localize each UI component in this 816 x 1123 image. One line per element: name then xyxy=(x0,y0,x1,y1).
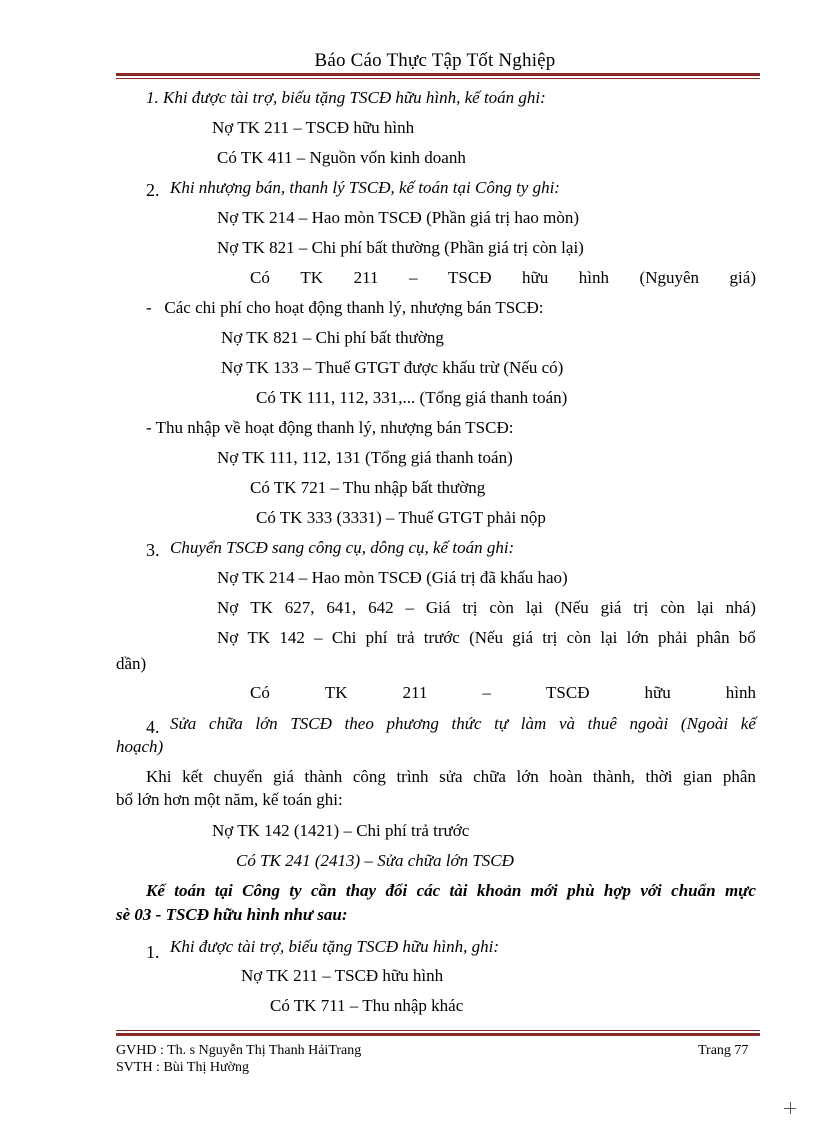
word: các xyxy=(416,881,441,900)
word: nhá) xyxy=(725,598,756,617)
section-heading-continued: sè 03 - TSCĐ hữu hình như sau: xyxy=(116,905,348,924)
word: (Nếu xyxy=(469,628,504,647)
word: Có xyxy=(250,268,270,287)
word: gian xyxy=(683,767,713,786)
word: khoản xyxy=(476,881,522,900)
header-rule-thin xyxy=(116,78,760,79)
word: lại xyxy=(696,598,714,617)
word: lại xyxy=(600,628,618,647)
word: thuê xyxy=(587,714,617,733)
word: phân xyxy=(696,628,730,647)
word: Kế xyxy=(146,881,165,900)
word: phương xyxy=(386,714,439,733)
word: 641, xyxy=(326,598,357,617)
entry-credit-721: Có TK 721 – Thu nhập bất thường xyxy=(250,478,486,497)
word: Có xyxy=(250,683,270,702)
entry-debit-1421: Nợ TK 142 (1421) – Chi phí trả trước xyxy=(212,821,470,840)
word: hữu xyxy=(522,268,549,287)
word: hoàn xyxy=(549,767,583,786)
word: Công xyxy=(242,881,280,900)
word: (Ngoài xyxy=(680,714,729,733)
word: Chi xyxy=(331,628,357,647)
word: Khi xyxy=(146,767,172,786)
word: ngoài xyxy=(629,714,669,733)
word: – xyxy=(482,683,491,702)
entry-debit-142 xyxy=(217,628,756,648)
word: và xyxy=(558,714,575,733)
word: (Nguyên xyxy=(639,268,700,287)
word: thành, xyxy=(592,767,635,786)
word: ty xyxy=(289,881,302,900)
word: bổ xyxy=(738,628,756,647)
bullet-disposal-income: - Thu nhập về hoạt động thanh lý, nhượng bán TSCĐ: xyxy=(146,418,514,437)
word: giá) xyxy=(729,268,756,287)
word: Nợ xyxy=(217,628,239,647)
item-4-heading-continued: hoạch) xyxy=(116,737,164,756)
word: chuyển xyxy=(213,767,263,786)
word: hữu xyxy=(644,683,671,702)
entry-credit-3331: Có TK 333 (3331) – Thuế GTGT phải nộp xyxy=(256,508,546,527)
entry-debit-214-depreciation: Nợ TK 214 – Hao mòn TSCĐ (Giá trị đã khấu hao) xyxy=(217,568,568,587)
word: (Nếu xyxy=(554,598,589,617)
word: TK xyxy=(250,598,273,617)
section-heading-new-accounts xyxy=(146,881,756,901)
word: TSCĐ xyxy=(448,268,492,287)
word: – xyxy=(405,598,414,617)
word: TK xyxy=(324,683,348,702)
word: hợp xyxy=(603,881,631,900)
word: công xyxy=(352,767,386,786)
word: thay xyxy=(345,881,377,900)
entry-credit-211-tscd xyxy=(250,683,756,703)
word: 211 xyxy=(353,268,379,287)
footer-rule-thick xyxy=(116,1033,760,1036)
word: cần xyxy=(310,881,337,900)
word: 142 xyxy=(279,628,305,647)
entry-debit-821: Nợ TK 821 – Chi phí bất thường (Phần giá trị còn lại) xyxy=(217,238,584,257)
item-4-number: 4. xyxy=(146,717,160,737)
entry-credit-411: Có TK 411 – Nguồn vốn kinh doanh xyxy=(217,148,466,167)
word: mực xyxy=(724,881,756,900)
word: làm xyxy=(520,714,547,733)
entry-debit-214: Nợ TK 214 – Hao mòn TSCĐ (Phần giá trị hao mòn) xyxy=(217,208,580,227)
paragraph-transfer-cost xyxy=(146,767,756,787)
word: đổi xyxy=(385,881,408,900)
word: phí xyxy=(365,628,388,647)
entry-new-credit-711: Có TK 711 – Thu nhập khác xyxy=(270,996,464,1015)
word: 211 xyxy=(402,683,428,702)
word: phù xyxy=(567,881,595,900)
word: lớn xyxy=(626,628,649,647)
word: kế xyxy=(740,714,756,733)
word: thời xyxy=(645,767,673,786)
word: phải xyxy=(658,628,688,647)
item-1-heading: 1. Khi được tài trợ, biếu tặng TSCĐ hữu hình, kế toán ghi: xyxy=(146,88,546,107)
footer-rule-thin xyxy=(116,1030,760,1031)
header-rule-thick xyxy=(116,73,760,76)
word: 642 xyxy=(368,598,394,617)
item-new-1-heading: Khi được tài trợ, biếu tặng TSCĐ hữu hình, ghi: xyxy=(170,937,500,956)
word: toán xyxy=(174,881,206,900)
word: chuẩn xyxy=(671,881,716,900)
entry-credit-2413: Có TK 241 (2413) – Sửa chữa lớn TSCĐ xyxy=(236,851,514,870)
word: kết xyxy=(182,767,203,786)
word: TSCĐ xyxy=(290,714,332,733)
word: – xyxy=(408,268,418,287)
bullet-disposal-costs: - Các chi phí cho hoạt động thanh lý, nhượng bán TSCĐ: xyxy=(146,298,544,317)
word: TK xyxy=(300,268,324,287)
item-4-heading xyxy=(170,714,756,734)
entry-debit-111-131: Nợ TK 111, 112, 131 (Tổng giá thanh toán) xyxy=(217,448,513,467)
page-header-title: Báo Cáo Thực Tập Tốt Nghiệp xyxy=(314,50,556,71)
word: trị xyxy=(462,598,478,617)
word: phân xyxy=(722,767,756,786)
item-2-number: 2. xyxy=(146,180,160,200)
word: theo xyxy=(344,714,374,733)
entry-debit-821-costs: Nợ TK 821 – Chi phí bất thường xyxy=(221,328,444,347)
word: lớn xyxy=(516,767,539,786)
word: tại xyxy=(214,881,233,900)
item-2-heading: Khi nhượng bán, thanh lý TSCĐ, kế toán tại Công ty ghi: xyxy=(170,178,560,197)
word: chữa xyxy=(208,714,243,733)
word: còn xyxy=(566,628,592,647)
word: trình xyxy=(396,767,429,786)
paragraph-transfer-cost-continued: bổ lớn hơn một năm, kế toán ghi: xyxy=(116,790,343,809)
footer-student: SVTH : Bùi Thị Hường xyxy=(116,1060,249,1075)
footer-page-number: Trang 77 xyxy=(698,1043,749,1058)
word: giá xyxy=(273,767,294,786)
word: trước xyxy=(423,628,460,647)
entry-credit-111: Có TK 111, 112, 331,... (Tổng giá thanh toán) xyxy=(256,388,568,407)
word: lớn xyxy=(255,714,278,733)
word: trị xyxy=(542,628,558,647)
word: sửa xyxy=(439,767,463,786)
entry-debit-211: Nợ TK 211 – TSCĐ hữu hình xyxy=(212,118,415,137)
word: còn xyxy=(489,598,514,617)
word: lại xyxy=(525,598,543,617)
word: giá xyxy=(512,628,534,647)
crop-mark-horizontal xyxy=(784,1108,796,1109)
word: thức xyxy=(451,714,482,733)
word: – xyxy=(314,628,323,647)
footer-supervisor: GVHD : Th. s Nguyễn Thị Thanh HảiTrang xyxy=(116,1043,362,1058)
word: 627, xyxy=(284,598,315,617)
word: giá xyxy=(600,598,622,617)
word: TSCĐ xyxy=(546,683,590,702)
word: Giá xyxy=(425,598,451,617)
entry-new-debit-211: Nợ TK 211 – TSCĐ hữu hình xyxy=(241,966,444,985)
entry-debit-627-641-642 xyxy=(217,598,756,618)
word: với xyxy=(640,881,662,900)
entry-debit-142-continued: dần) xyxy=(116,654,147,673)
word: hình xyxy=(725,683,756,702)
word: TK xyxy=(247,628,271,647)
word: chữa xyxy=(473,767,506,786)
word: trả xyxy=(396,628,415,647)
item-new-1-number: 1. xyxy=(146,942,160,962)
entry-credit-211-justified xyxy=(250,268,756,288)
word: hình xyxy=(578,268,609,287)
word: trị xyxy=(633,598,649,617)
word: còn xyxy=(660,598,685,617)
word: Sửa xyxy=(170,714,197,733)
word: Nợ xyxy=(217,598,239,617)
word: thành xyxy=(304,767,343,786)
word: tự xyxy=(494,714,509,733)
item-3-heading: Chuyển TSCĐ sang công cụ, dông cụ, kế toán ghi: xyxy=(170,538,515,557)
word: mới xyxy=(530,881,558,900)
item-3-number: 3. xyxy=(146,540,160,560)
entry-debit-133: Nợ TK 133 – Thuế GTGT được khấu trừ (Nếu có) xyxy=(221,358,564,377)
word: tài xyxy=(449,881,468,900)
